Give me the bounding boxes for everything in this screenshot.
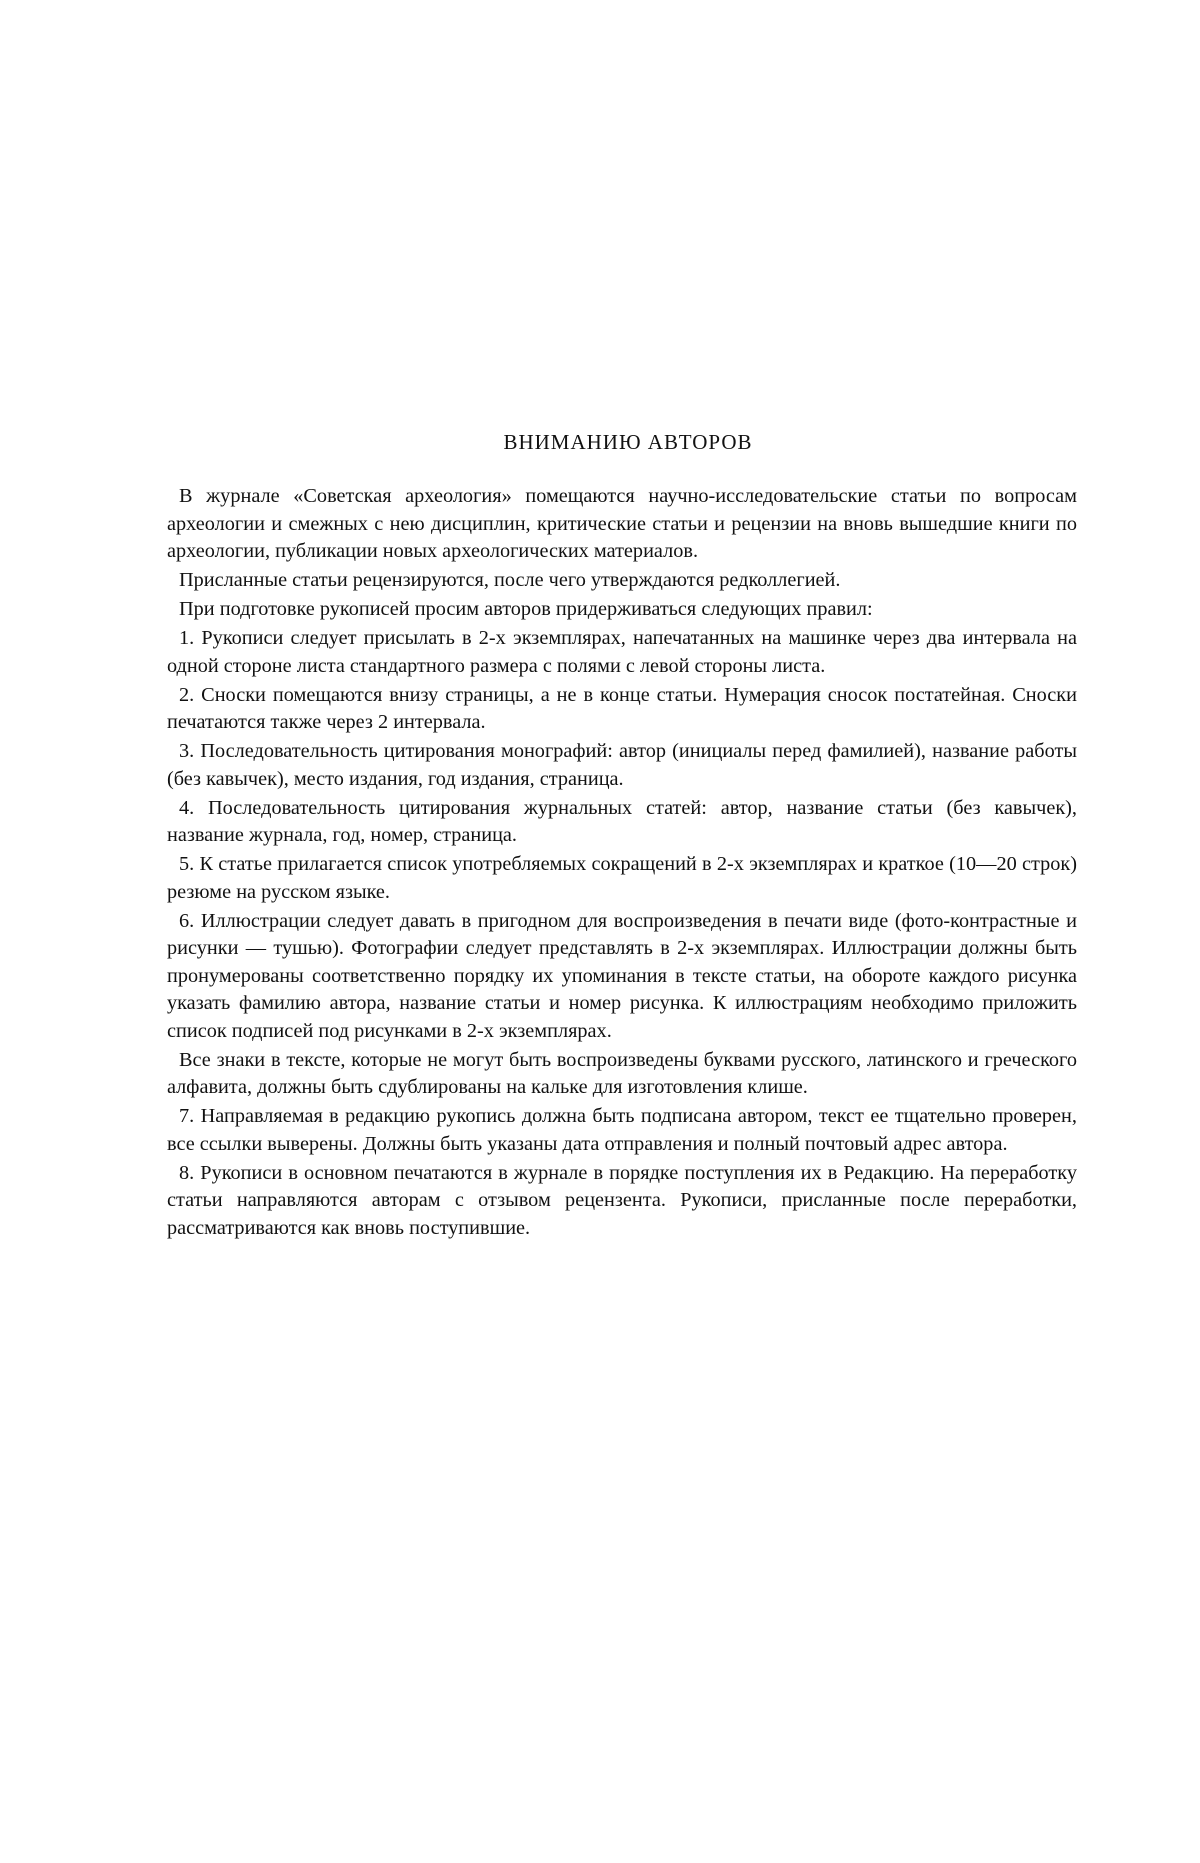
rule-6: 6. Иллюстрации следует давать в пригодном для воспроизведения в печати виде (фото-контрастные и рисунки — тушью). Фотографии следует представлять в 2-х экземплярах. Иллюстрации должны быть пронумерованы соответственно порядку их упоминания в тексте статьи, на обороте каждого рисунка указать фамилию автора, название статьи и номер рисунка. К иллюстрациям необходимо приложить список подписей под рисунками в 2-х экземплярах. <box>167 909 1077 1042</box>
paragraph-rules-lead: При подготовке рукописей просим авторов придерживаться следующих правил: <box>179 598 873 620</box>
rule-1: 1. Рукописи следует присылать в 2-х экземплярах, напечатанных на машинке через два интервала на одной стороне листа стандартного размера с полями с левой стороны листа. <box>167 627 1077 677</box>
rule-3: 3. Последовательность цитирования монографий: автор (инициалы перед фамилией), название работы (без кавычек), место издания, год издания, страница. <box>167 740 1077 790</box>
authors-notice <box>167 430 1077 1244</box>
rule-5: 5. К статье прилагается список употребляемых сокращений в 2-х экземплярах и краткое (10—20 строк) резюме на русском языке. <box>167 853 1077 903</box>
paragraph-symbols: Все знаки в тексте, которые не могут быть воспроизведены буквами русского, латинского и греческого алфавита, должны быть сдублированы на кальке для изготовления клише. <box>167 1048 1077 1098</box>
paragraph-intro: В журнале «Советская археология» помещаются научно-исследовательские статьи по вопросам археологии и смежных с нею дисциплин, критические статьи и рецензии на вновь вышедшие книги по археологии, публикации новых археологических материалов. <box>167 485 1077 562</box>
rule-2: 2. Сноски помещаются внизу страницы, а не в конце статьи. Нумерация сносок постатейная. Сноски печатаются также через 2 интервала. <box>167 683 1077 733</box>
paragraph-review: Присланные статьи рецензируются, после чего утверждаются редколлегией. <box>179 569 841 591</box>
rule-4: 4. Последовательность цитирования журнальных статей: автор, название статьи (без кавычек), название журнала, год, номер, страница. <box>167 796 1077 846</box>
rule-7: 7. Направляемая в редакцию рукопись должна быть подписана автором, текст ее тщательно проверен, все ссылки выверены. Должны быть указаны дата отправления и полный почтовый адрес автора. <box>167 1105 1077 1155</box>
rule-8: 8. Рукописи в основном печатаются в журнале в порядке поступления их в Редакцию. На переработку статьи направляются авторам с отзывом рецензента. Рукописи, присланные после переработки, рассматриваются как вновь поступившие. <box>167 1161 1077 1239</box>
page-title: ВНИМАНИЮ АВТОРОВ <box>503 430 753 454</box>
